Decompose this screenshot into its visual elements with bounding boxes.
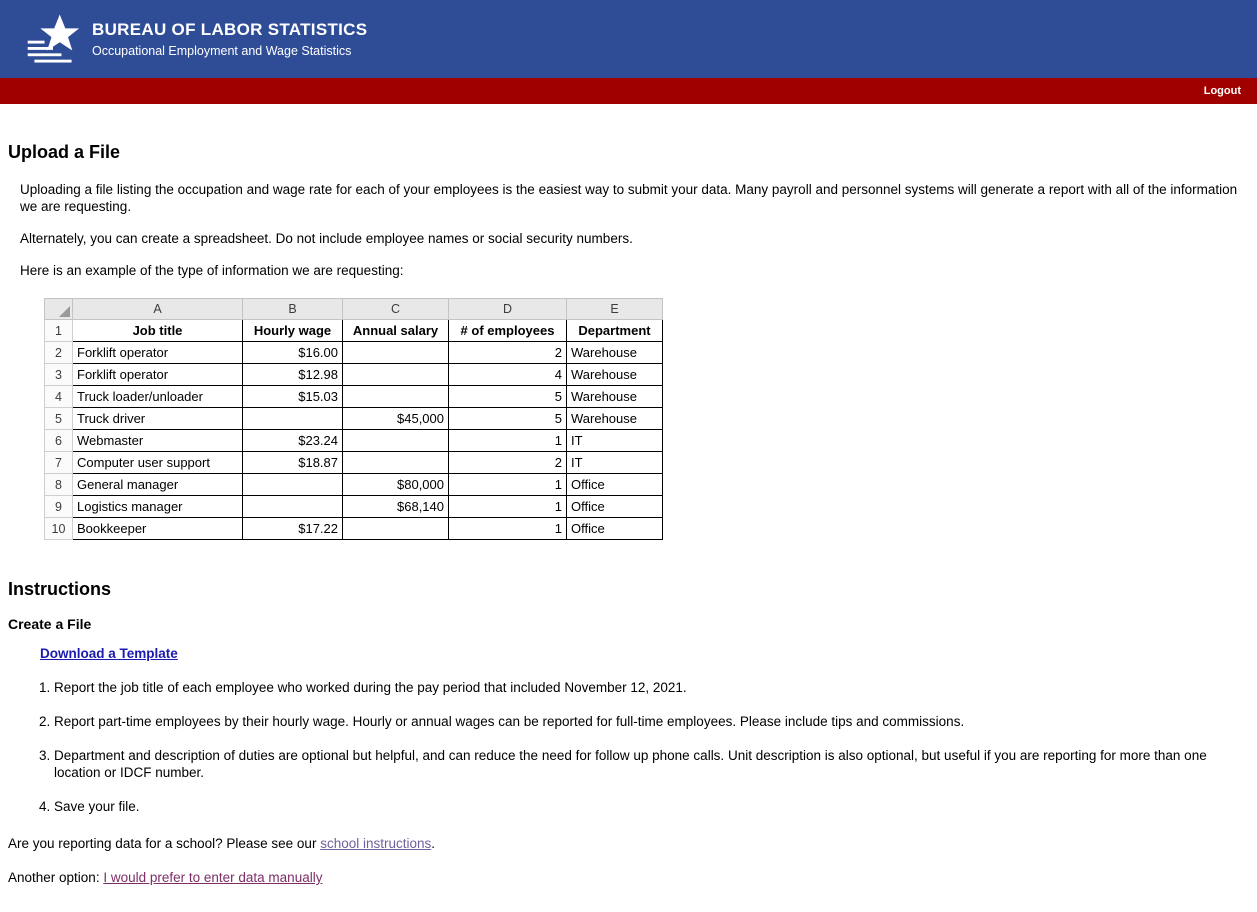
cell-department: Warehouse bbox=[567, 364, 663, 386]
row-number: 2 bbox=[45, 342, 73, 364]
sheet-data-row bbox=[45, 386, 663, 408]
example-spreadsheet-image bbox=[44, 298, 663, 540]
cell-annual-salary: $80,000 bbox=[343, 474, 449, 496]
cell-annual-salary: $68,140 bbox=[343, 496, 449, 518]
page-title: Upload a File bbox=[8, 142, 121, 162]
cell-department: Warehouse bbox=[567, 386, 663, 408]
row-number: 1 bbox=[45, 320, 73, 342]
bls-header bbox=[0, 0, 1257, 78]
another-option-text: Another option: bbox=[8, 870, 104, 885]
cell-job-title: Computer user support bbox=[73, 452, 243, 474]
main-content bbox=[0, 104, 1257, 912]
cell-hourly-wage: $23.24 bbox=[243, 430, 343, 452]
header-cell-annual-salary: Annual salary bbox=[343, 320, 449, 342]
cell-employees: 1 bbox=[449, 518, 567, 540]
header-subtitle: Occupational Employment and Wage Statistics bbox=[92, 44, 352, 58]
cell-hourly-wage: $16.00 bbox=[243, 342, 343, 364]
header-cell-employees: # of employees bbox=[449, 320, 567, 342]
cell-job-title: Webmaster bbox=[73, 430, 243, 452]
bls-star-logo-icon bbox=[26, 11, 80, 67]
school-instructions-link[interactable]: school instructions bbox=[320, 836, 432, 851]
cell-employees: 2 bbox=[449, 342, 567, 364]
cell-department: Warehouse bbox=[567, 408, 663, 430]
create-file-subtitle: Create a File bbox=[8, 616, 92, 632]
header-cell-department: Department bbox=[567, 320, 663, 342]
sheet-data-row bbox=[45, 430, 663, 452]
cell-department: Warehouse bbox=[567, 342, 663, 364]
manual-entry-link[interactable]: I would prefer to enter data manually bbox=[103, 870, 323, 885]
cell-department: Office bbox=[567, 496, 663, 518]
sheet-data-row bbox=[45, 474, 663, 496]
header-cell-hourly-wage: Hourly wage bbox=[243, 320, 343, 342]
instruction-step-2: 2. Report part-time employees by their hourly wage. Hourly or annual wages can be reported for full-time employees. Please include tips and commissions. bbox=[54, 713, 1243, 730]
cell-employees: 1 bbox=[449, 496, 567, 518]
column-letter-a: A bbox=[73, 299, 243, 320]
instruction-step-3: 3. Department and description of duties are optional but helpful, and can reduce the need for follow up phone calls. Unit description is also optional, but useful if you are reporting for more than one location or IDCF number. bbox=[54, 747, 1243, 781]
cell-department: IT bbox=[567, 430, 663, 452]
cell-job-title: Logistics manager bbox=[73, 496, 243, 518]
instruction-step-1: 1. Report the job title of each employee who worked during the pay period that included November 12, 2021. bbox=[54, 679, 1243, 696]
sheet-data-row bbox=[45, 408, 663, 430]
sheet-data-row bbox=[45, 342, 663, 364]
row-number: 5 bbox=[45, 408, 73, 430]
cell-annual-salary bbox=[343, 364, 449, 386]
cell-hourly-wage: $18.87 bbox=[243, 452, 343, 474]
sheet-data-row bbox=[45, 364, 663, 386]
school-note-period: . bbox=[431, 836, 436, 851]
cell-job-title: Forklift operator bbox=[73, 364, 243, 386]
cell-annual-salary bbox=[343, 430, 449, 452]
sheet-data-row bbox=[45, 518, 663, 540]
cell-hourly-wage: $17.22 bbox=[243, 518, 343, 540]
select-all-triangle-icon bbox=[59, 306, 70, 317]
sheet-column-letters-row bbox=[45, 299, 663, 320]
cell-department: Office bbox=[567, 518, 663, 540]
cell-employees: 1 bbox=[449, 474, 567, 496]
instruction-steps-list bbox=[8, 679, 1243, 815]
cell-hourly-wage bbox=[243, 496, 343, 518]
sheet-data-row bbox=[45, 452, 663, 474]
cell-annual-salary bbox=[343, 518, 449, 540]
cell-department: IT bbox=[567, 452, 663, 474]
cell-job-title: Truck driver bbox=[73, 408, 243, 430]
header-titles bbox=[92, 20, 367, 58]
manual-entry-note bbox=[8, 869, 1243, 886]
column-letter-d: D bbox=[449, 299, 567, 320]
row-number: 4 bbox=[45, 386, 73, 408]
cell-job-title: Bookkeeper bbox=[73, 518, 243, 540]
row-number: 6 bbox=[45, 430, 73, 452]
header-title: BUREAU OF LABOR STATISTICS bbox=[92, 20, 368, 39]
cell-job-title: General manager bbox=[73, 474, 243, 496]
sheet-corner bbox=[45, 299, 73, 320]
row-number: 10 bbox=[45, 518, 73, 540]
cell-employees: 5 bbox=[449, 408, 567, 430]
school-note-text: Are you reporting data for a school? Please see our bbox=[8, 836, 321, 851]
row-number: 8 bbox=[45, 474, 73, 496]
cell-annual-salary: $45,000 bbox=[343, 408, 449, 430]
instructions-title: Instructions bbox=[8, 579, 112, 599]
cell-job-title: Forklift operator bbox=[73, 342, 243, 364]
cell-department: Office bbox=[567, 474, 663, 496]
school-note bbox=[8, 835, 1243, 852]
download-template-link[interactable]: Download a Template bbox=[40, 646, 178, 661]
cell-employees: 1 bbox=[449, 430, 567, 452]
intro-paragraph-1: Uploading a file listing the occupation and wage rate for each of your employees is the easiest way to submit your data. Many payroll and personnel systems will generate a report with all of the information we are requesting. bbox=[20, 182, 1238, 214]
cell-employees: 5 bbox=[449, 386, 567, 408]
row-number: 3 bbox=[45, 364, 73, 386]
cell-hourly-wage bbox=[243, 408, 343, 430]
cell-hourly-wage: $12.98 bbox=[243, 364, 343, 386]
sheet-data-row bbox=[45, 496, 663, 518]
row-number: 9 bbox=[45, 496, 73, 518]
cell-employees: 4 bbox=[449, 364, 567, 386]
cell-annual-salary bbox=[343, 386, 449, 408]
cell-annual-salary bbox=[343, 342, 449, 364]
intro-paragraph-3: Here is an example of the type of information we are requesting: bbox=[20, 263, 404, 278]
column-letter-b: B bbox=[243, 299, 343, 320]
cell-hourly-wage: $15.03 bbox=[243, 386, 343, 408]
nav-bar bbox=[0, 78, 1257, 104]
cell-annual-salary bbox=[343, 452, 449, 474]
sheet-header-row bbox=[45, 320, 663, 342]
header-cell-job-title: Job title bbox=[73, 320, 243, 342]
cell-hourly-wage bbox=[243, 474, 343, 496]
column-letter-e: E bbox=[567, 299, 663, 320]
logout-link[interactable]: Logout bbox=[1203, 85, 1241, 97]
intro-paragraph-2: Alternately, you can create a spreadsheet. Do not include employee names or social security numbers. bbox=[20, 231, 633, 246]
instruction-step-4: 4. Save your file. bbox=[54, 798, 1243, 815]
row-number: 7 bbox=[45, 452, 73, 474]
cell-job-title: Truck loader/unloader bbox=[73, 386, 243, 408]
cell-employees: 2 bbox=[449, 452, 567, 474]
column-letter-c: C bbox=[343, 299, 449, 320]
